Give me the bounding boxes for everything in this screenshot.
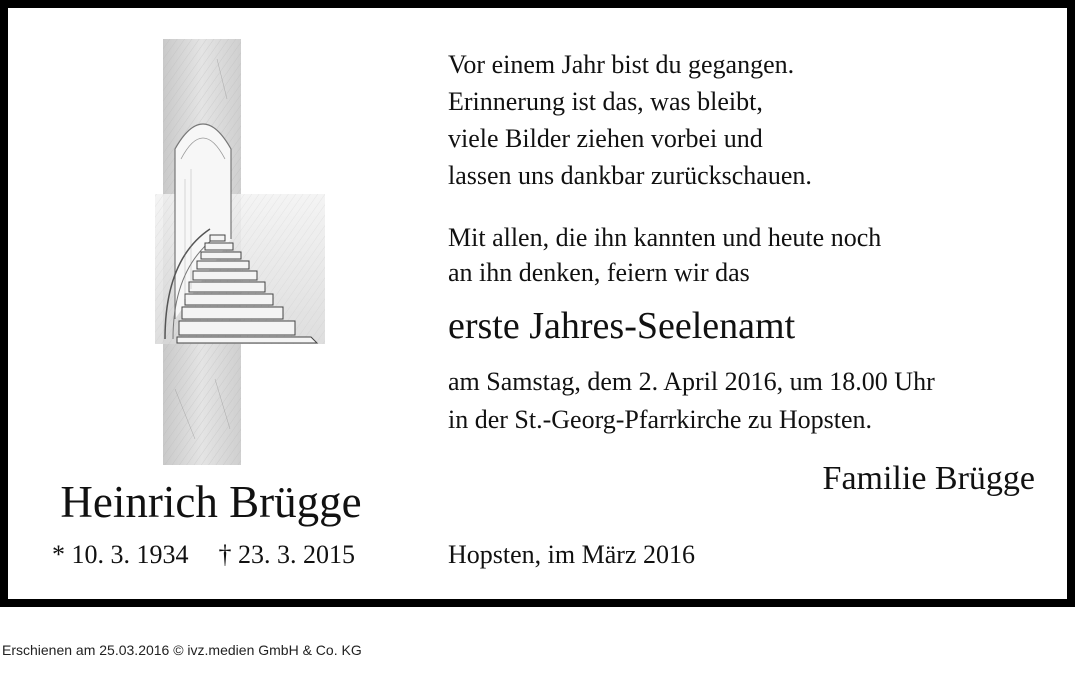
- verse-line: viele Bilder ziehen vorbei und: [448, 124, 763, 153]
- invitation-text: [448, 220, 881, 290]
- birth-date: * 10. 3. 1934: [52, 540, 189, 569]
- detail-line: in der St.-Georg-Pfarrkirche zu Hopsten.: [448, 405, 873, 434]
- place-date: Hopsten, im März 2016: [448, 540, 695, 569]
- publication-footer: Erschienen am 25.03.2016 © ivz.medien GmbH & Co. KG: [2, 642, 362, 658]
- staircase-cross-icon: [155, 39, 325, 465]
- verse-line: lassen uns dankbar zurückschauen.: [448, 161, 812, 190]
- invitation-line: an ihn denken, feiern wir das: [448, 258, 750, 287]
- memorial-verse: [448, 46, 812, 194]
- event-details: [448, 363, 935, 439]
- death-date: † 23. 3. 2015: [218, 540, 355, 569]
- verse-line: Erinnerung ist das, was bleibt,: [448, 87, 763, 116]
- detail-line: am Samstag, dem 2. April 2016, um 18.00 Uhr: [448, 367, 935, 396]
- invitation-line: Mit allen, die ihn kannten und heute noch: [448, 223, 882, 252]
- verse-line: Vor einem Jahr bist du gegangen.: [448, 50, 795, 79]
- event-title: erste Jahres-Seelenamt: [448, 305, 796, 347]
- family-signature: Familie Brügge: [822, 460, 1035, 497]
- life-dates: [52, 540, 355, 570]
- deceased-name: Heinrich Brügge: [60, 477, 362, 527]
